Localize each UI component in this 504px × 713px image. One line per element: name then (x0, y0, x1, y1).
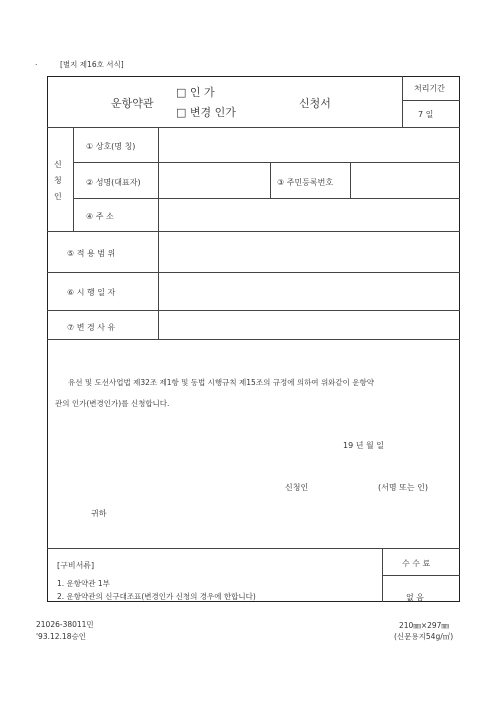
document-item: 2. 운항약관의 신구대조표(변경인가 신청의 경우에 한합니다) (57, 592, 256, 601)
divider (402, 100, 460, 101)
effective-date-label: ⑥ 시 행 일 자 (67, 288, 116, 297)
statement-line-2: 관의 인가(변경인가)를 신청합니다. (55, 399, 170, 408)
processing-period-label: 처리기간 (414, 84, 445, 93)
applicant-group-label-2: 청 (54, 176, 62, 185)
scope-label: ⑤ 적 용 범 위 (67, 249, 116, 258)
form-option-approval: □ 인 가 (176, 86, 215, 99)
signature-note: (서명 또는 인) (378, 483, 428, 492)
applicant-signature-label: 신청인 (285, 483, 309, 492)
processing-period-value: 7 일 (418, 110, 434, 119)
divider (73, 127, 74, 231)
form-title-suffix: 신청서 (299, 97, 331, 110)
document-item: 1. 운항약관 1부 (57, 579, 110, 588)
divider (47, 310, 460, 311)
divider (73, 198, 460, 199)
addressee: 귀하 (91, 509, 107, 518)
form-title-main: 운항약관 (111, 97, 154, 110)
fee-value: 없 음 (406, 593, 424, 602)
form-code: 21026-38011민 (36, 620, 94, 629)
divider (47, 231, 460, 232)
trade-name-label: ① 상호(명 칭) (86, 142, 136, 151)
paper-type: (신문용지54g/㎡) (394, 632, 454, 641)
applicant-group-label-3: 인 (54, 192, 62, 201)
divider (47, 272, 460, 273)
divider (402, 76, 403, 127)
divider (47, 127, 460, 128)
stray-mark: . (35, 58, 38, 67)
divider (158, 127, 159, 339)
divider (270, 162, 271, 198)
paper-size: 210㎜×297㎜ (399, 621, 449, 630)
documents-title: [구비서류] (57, 561, 95, 570)
address-label: ④ 주 소 (86, 212, 114, 221)
applicant-group-label-1: 신 (54, 160, 62, 169)
approval-date: '93.12.18승인 (36, 632, 86, 641)
divider (47, 339, 460, 340)
name-label: ② 성명(대표자) (86, 178, 141, 187)
statement-line-1: 유선 및 도선사업법 제32조 제1항 및 동법 시행규칙 제15조의 규정에 의하여 위와같이 운항약 (68, 378, 375, 387)
divider (47, 548, 460, 549)
application-date: 19 년 월 일 (343, 441, 384, 450)
resident-number-label: ③ 주민등록번호 (277, 178, 334, 187)
form-number: [별지 제16호 서식] (60, 60, 124, 69)
divider (350, 162, 351, 198)
fee-label: 수 수 료 (402, 559, 431, 568)
change-reason-label: ⑦ 변 경 사 유 (67, 323, 116, 332)
form-option-change-approval: □ 변경 인가 (176, 106, 236, 119)
divider (73, 162, 460, 163)
divider (382, 575, 460, 576)
